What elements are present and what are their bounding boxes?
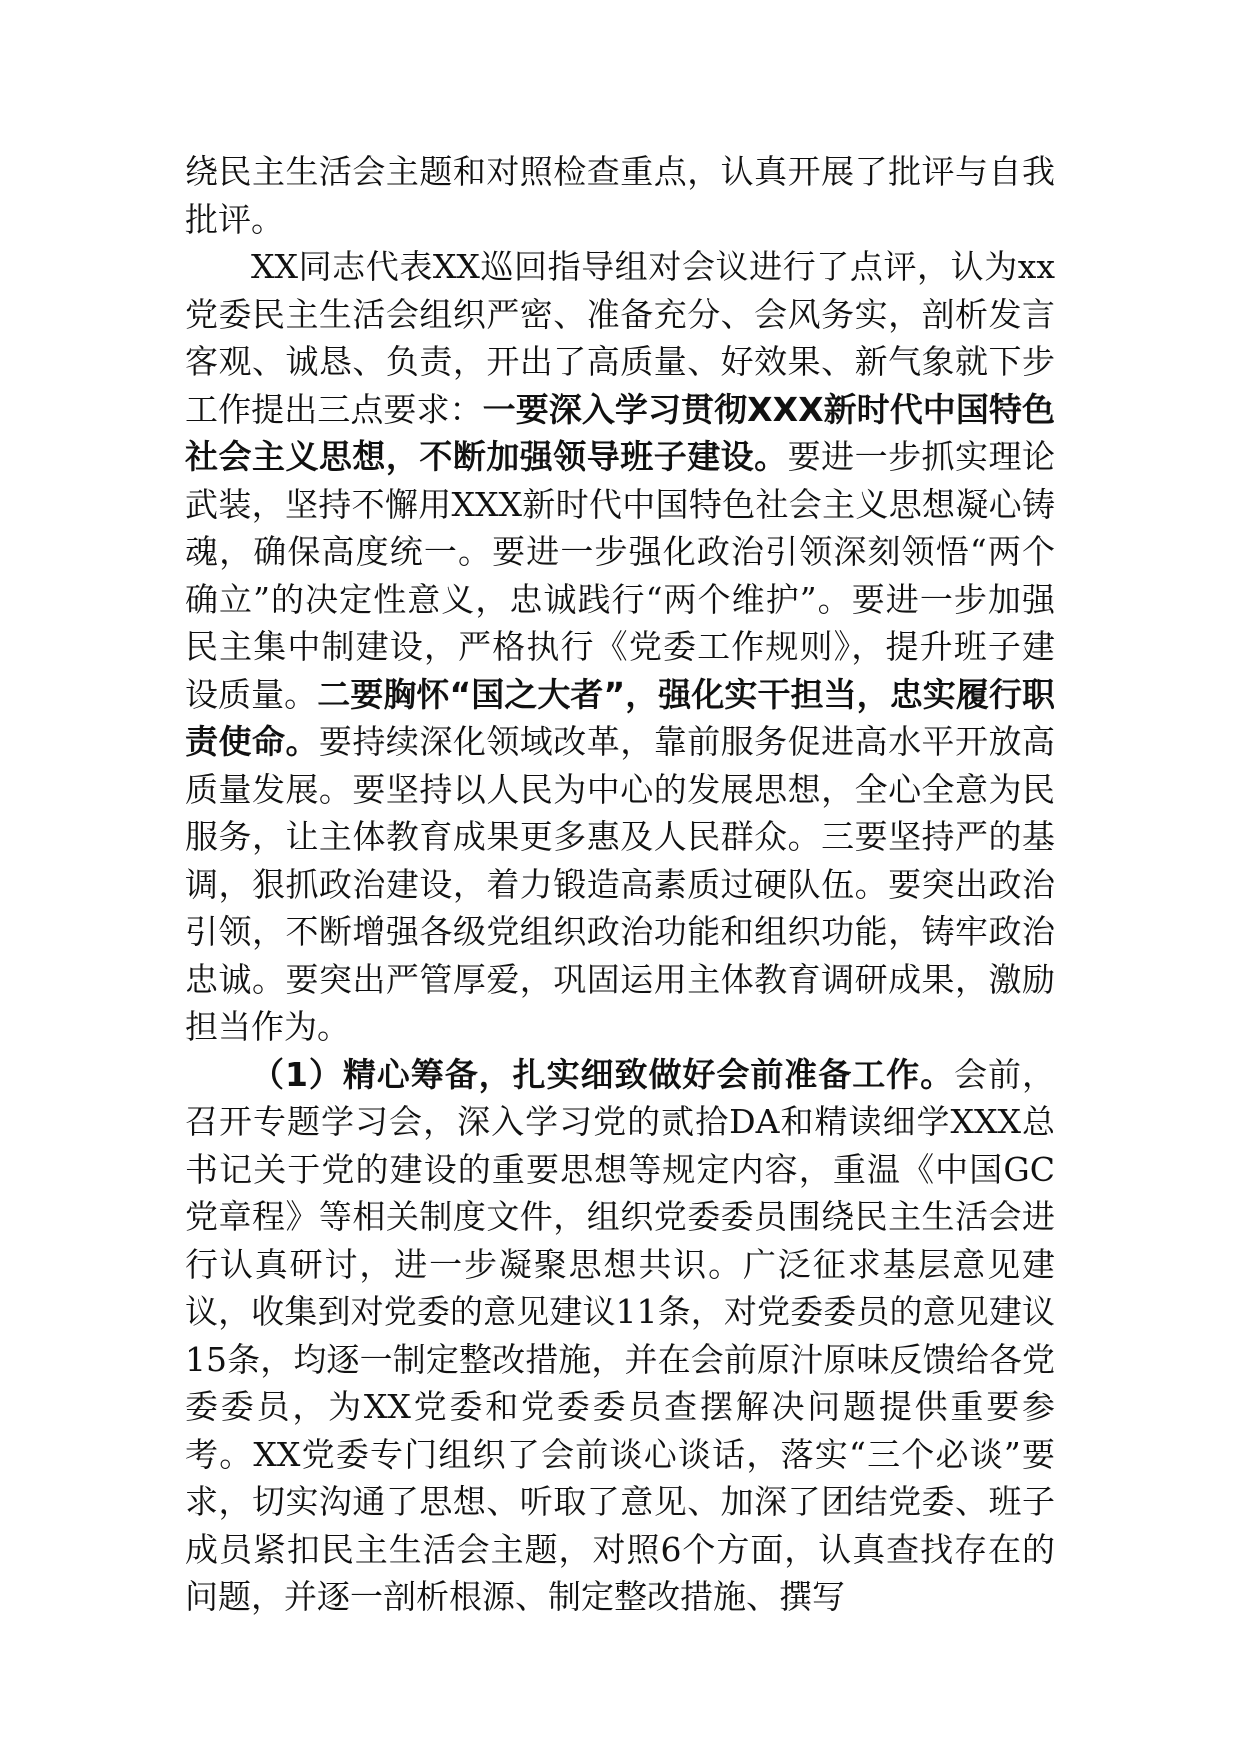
document-body [185, 148, 1055, 1621]
preparation-body: 会前，召开专题学习会，深入学习党的贰拾DA和精读细学XXX总书记关于党的建设的重要思想等规定内容，重温《中国GC党章程》等相关制度文件，组织党委委员围绕民主生活会进行认真研讨，进一步凝聚思想共识。广泛征求基层意见建议，收集到对党委的意见建议11条，对党委委员的意见建议15条，均逐一制定整改措施，并在会前原汁原味反馈给各党委委员，为XX党委和党委委员查摆解决问题提供重要参考。XX党委专门组织了会前谈心谈话，落实“三个必谈”要求，切实沟通了思想、听取了意见、加深了团结党委、班子成员紧扣民主生活会主题，对照6个方面，认真查找存在的问题，并逐一剖析根源、制定整改措施、撰写 [185, 1054, 1055, 1616]
paragraph-review-comments [185, 243, 1055, 1051]
requirement-2-body: 要持续深化领域改革，靠前服务促进高水平开放高质量发展。要坚持以人民为中心的发展思想，全心全意为民服务，让主体教育成果更多惠及人民群众。三要坚持严的基调，狠抓政治建设，着力锻造高素质过硬队伍。要突出政治引领，不断增强各级党组织政治功能和组织功能，铸牢政治忠诚。要突出严管厚爱，巩固运用主体教育调研成果，激励担当作为。 [185, 722, 1056, 1046]
paragraph-text: 绕民主生活会主题和对照检查重点，认真开展了批评与自我批评。 [185, 152, 1055, 239]
preparation-title: （1）精心筹备，扎实细致做好会前准备工作。 [251, 1054, 955, 1094]
requirement-2-title: 二要胸怀“国之大者”，强化实干担当，忠实履行职责使命。 [185, 674, 1055, 761]
requirement-1-title: 一要深入学习贯彻XXX新时代中国特色社会主义思想，不断加强领导班子建设。 [185, 389, 1055, 476]
paragraph-preparation [185, 1051, 1055, 1621]
requirement-1-body: 要进一步抓实理论武装，坚持不懈用XXX新时代中国特色社会主义思想凝心铸魂，确保高度统一。要进一步强化政治引领深刻领悟“两个确立”的决定性意义，忠诚践行“两个维护”。要进一步加强民主集中制建设，严格执行《党委工作规则》，提升班子建设质量。 [185, 437, 1056, 714]
review-intro-text: XX同志代表XX巡回指导组对会议进行了点评，认为xx党委民主生活会组织严密、准备充分、会风务实，剖析发言客观、诚恳、负责，开出了高质量、好效果、新气象就下步工作提出三点要求： [185, 247, 1055, 429]
paragraph-continuation [185, 148, 1055, 243]
